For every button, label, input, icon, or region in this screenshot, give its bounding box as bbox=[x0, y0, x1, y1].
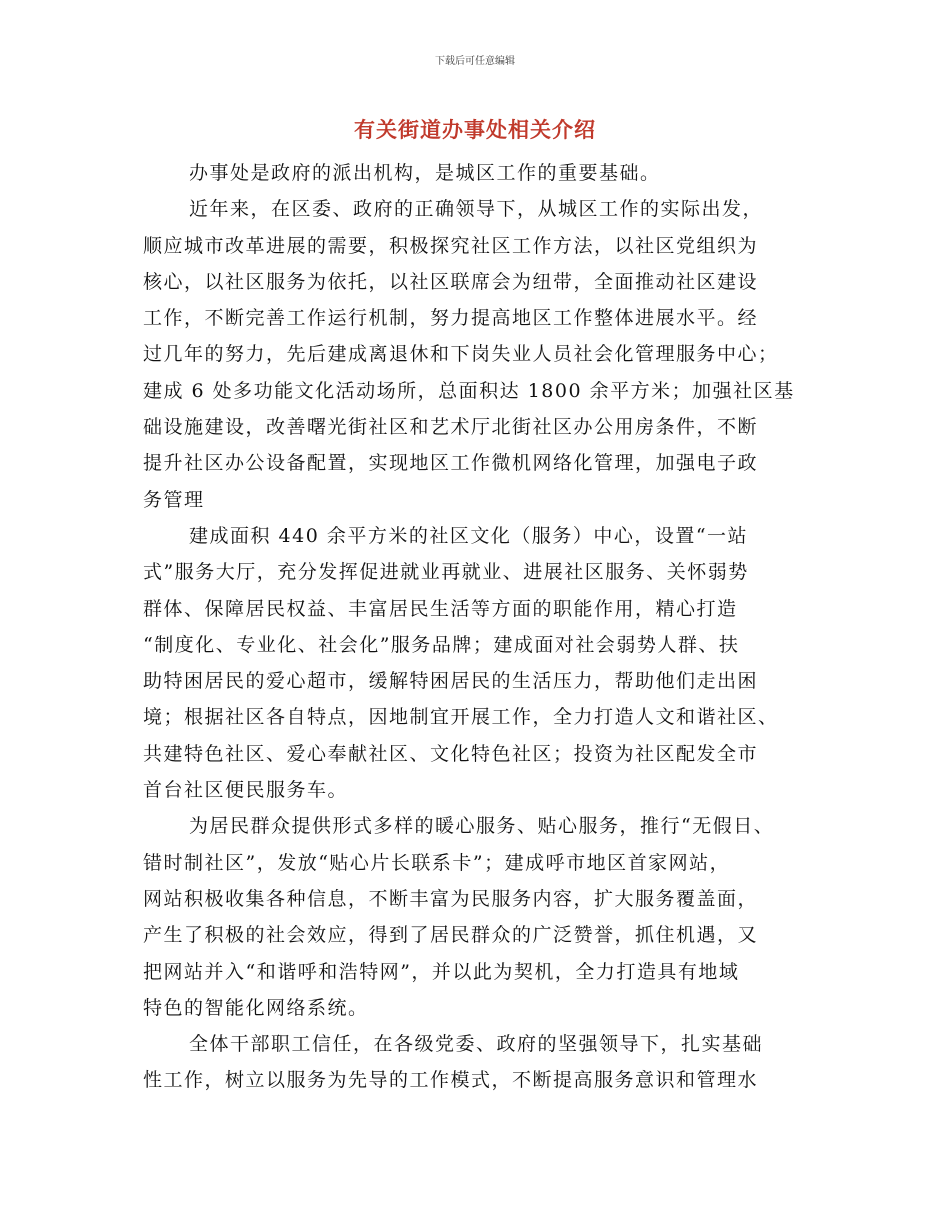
body-line: 过几年的努力，先后建成离退休和下岗失业人员社会化管理服务中心； bbox=[143, 343, 779, 366]
body-line: 近年来，在区委、政府的正确领导下，从城区工作的实际出发， bbox=[189, 198, 764, 221]
body-line: 共建特色社区、爱心奉献社区、文化特色社区；投资为社区配发全市 bbox=[143, 742, 759, 765]
body-line: 助特困居民的爱心超市，缓解特困居民的生活压力，帮助他们走出困 bbox=[143, 670, 759, 693]
body-line: 务管理 bbox=[143, 488, 205, 511]
body-line: 提升社区办公设备配置，实现地区工作微机网络化管理，加强电子政 bbox=[143, 452, 759, 475]
body-line: 建成 6 处多功能文化活动场所，总面积达 1800 余平方米；加强社区基 bbox=[143, 379, 795, 402]
document-title: 有关街道办事处相关介绍 bbox=[354, 118, 596, 142]
body-line: 网站积极收集各种信息，不断丰富为民服务内容，扩大服务覆盖面， bbox=[143, 887, 759, 910]
body-line: 建成面积 440 余平方米的社区文化（服务）中心，设置“一站 bbox=[189, 524, 749, 547]
body-line: 为居民群众提供形式多样的暖心服务、贴心服务，推行“无假日、 bbox=[189, 815, 775, 838]
header-note: 下载后可任意编辑 bbox=[435, 56, 515, 67]
body-line: 性工作，树立以服务为先导的工作模式，不断提高服务意识和管理水 bbox=[143, 1069, 759, 1092]
body-line: 工作，不断完善工作运行机制，努力提高地区工作整体进展水平。经 bbox=[143, 307, 759, 330]
body-line: 产生了积极的社会效应，得到了居民群众的广泛赞誉，抓住机遇，又 bbox=[143, 924, 759, 947]
body-line: 特色的智能化网络系统。 bbox=[143, 996, 369, 1019]
document-body bbox=[143, 155, 823, 1099]
body-line: 全体干部职工信任，在各级党委、政府的坚强领导下，扎实基础 bbox=[189, 1033, 764, 1056]
body-line: 错时制社区”，发放“贴心片长联系卡”；建成呼市地区首家网站， bbox=[143, 851, 731, 874]
body-line: 把网站并入“和谐呼和浩特网”，并以此为契机，全力打造具有地域 bbox=[143, 960, 740, 983]
body-line: “制度化、专业化、社会化”服务品牌；建成面对社会弱势人群、扶 bbox=[143, 633, 740, 656]
body-line: 础设施建设，改善曙光街社区和艺术厅北街社区办公用房条件，不断 bbox=[143, 416, 759, 439]
body-line: 首台社区便民服务车。 bbox=[143, 779, 349, 802]
body-line: 办事处是政府的派出机构，是城区工作的重要基础。 bbox=[189, 162, 661, 184]
body-line: 核心，以社区服务为依托，以社区联席会为纽带，全面推动社区建设 bbox=[143, 270, 759, 293]
body-line: 群体、保障居民权益、丰富居民生活等方面的职能作用，精心打造 bbox=[143, 597, 738, 620]
body-line: 顺应城市改革进展的需要，积极探究社区工作方法，以社区党组织为 bbox=[143, 234, 759, 257]
body-line: 式”服务大厅，充分发挥促进就业再就业、进展社区服务、关怀弱势 bbox=[143, 561, 749, 584]
body-line: 境；根据社区各自特点，因地制宜开展工作，全力打造人文和谐社区、 bbox=[143, 706, 779, 729]
